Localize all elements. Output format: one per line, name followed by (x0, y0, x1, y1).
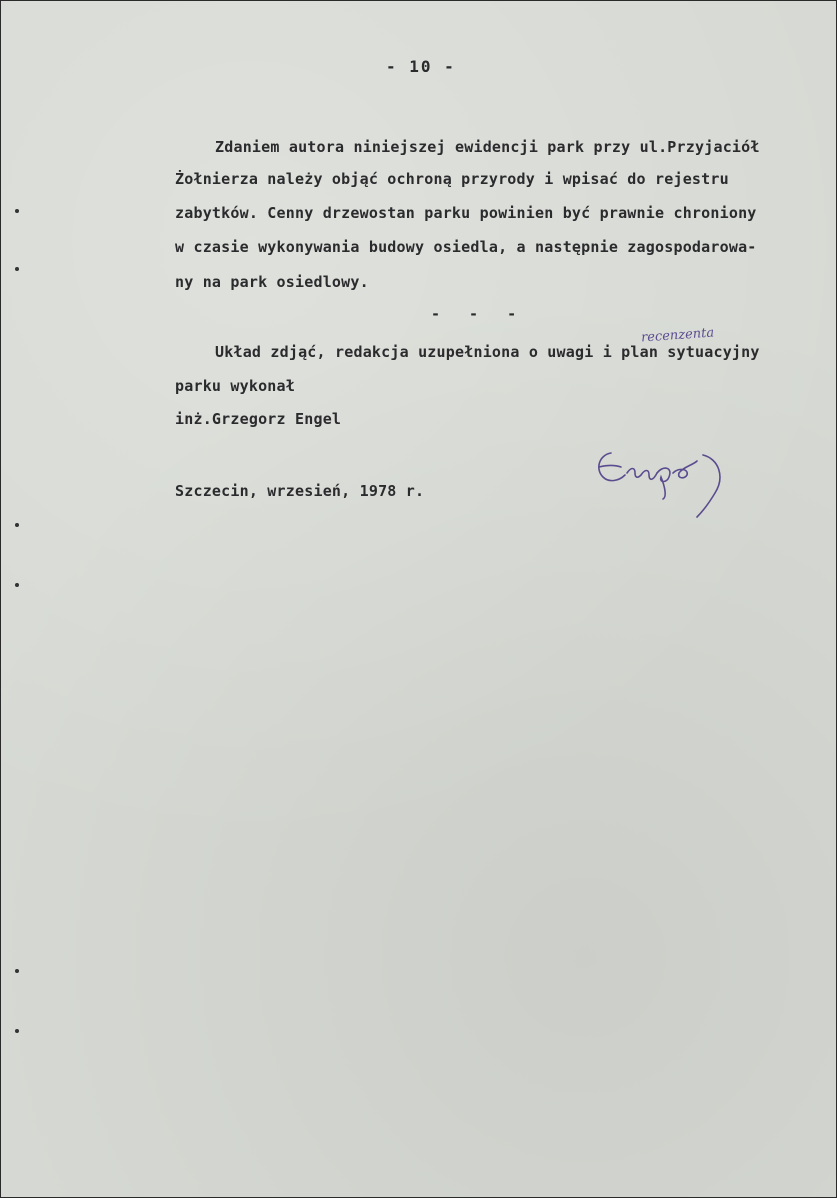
handwritten-signature (589, 437, 739, 523)
paragraph1-line: Żołnierza należy objąć ochroną przyrody i wpisać do rejestru (175, 170, 729, 188)
place-and-date: Szczecin, wrzesień, 1978 r. (175, 482, 425, 500)
paragraph2-line: parku wykonał (175, 377, 295, 395)
section-separator: - - - (431, 305, 527, 323)
margin-punch-dot (15, 209, 19, 213)
paragraph1-line: Zdaniem autora niniejszej ewidencji park przy ul.Przyjaciół (215, 138, 760, 156)
handwritten-insertion: recenzenta (640, 325, 715, 346)
margin-punch-dot (15, 1029, 19, 1033)
margin-punch-dot (15, 583, 19, 587)
page-number: - 10 - (386, 57, 456, 76)
margin-punch-dot (15, 267, 19, 271)
margin-punch-dot (15, 969, 19, 973)
margin-punch-dot (15, 523, 19, 527)
author-name: inż.Grzegorz Engel (175, 410, 342, 428)
paragraph1-line: zabytków. Cenny drzewostan parku powinien być prawnie chroniony (175, 204, 757, 222)
paragraph2-line: Układ zdjąć, redakcja uzupełniona o uwagi i plan sytuacyjny (215, 343, 760, 361)
paragraph1-line: ny na park osiedlowy. (175, 273, 369, 291)
paragraph1-line: w czasie wykonywania budowy osiedla, a następnie zagospodarowa- (175, 238, 757, 256)
